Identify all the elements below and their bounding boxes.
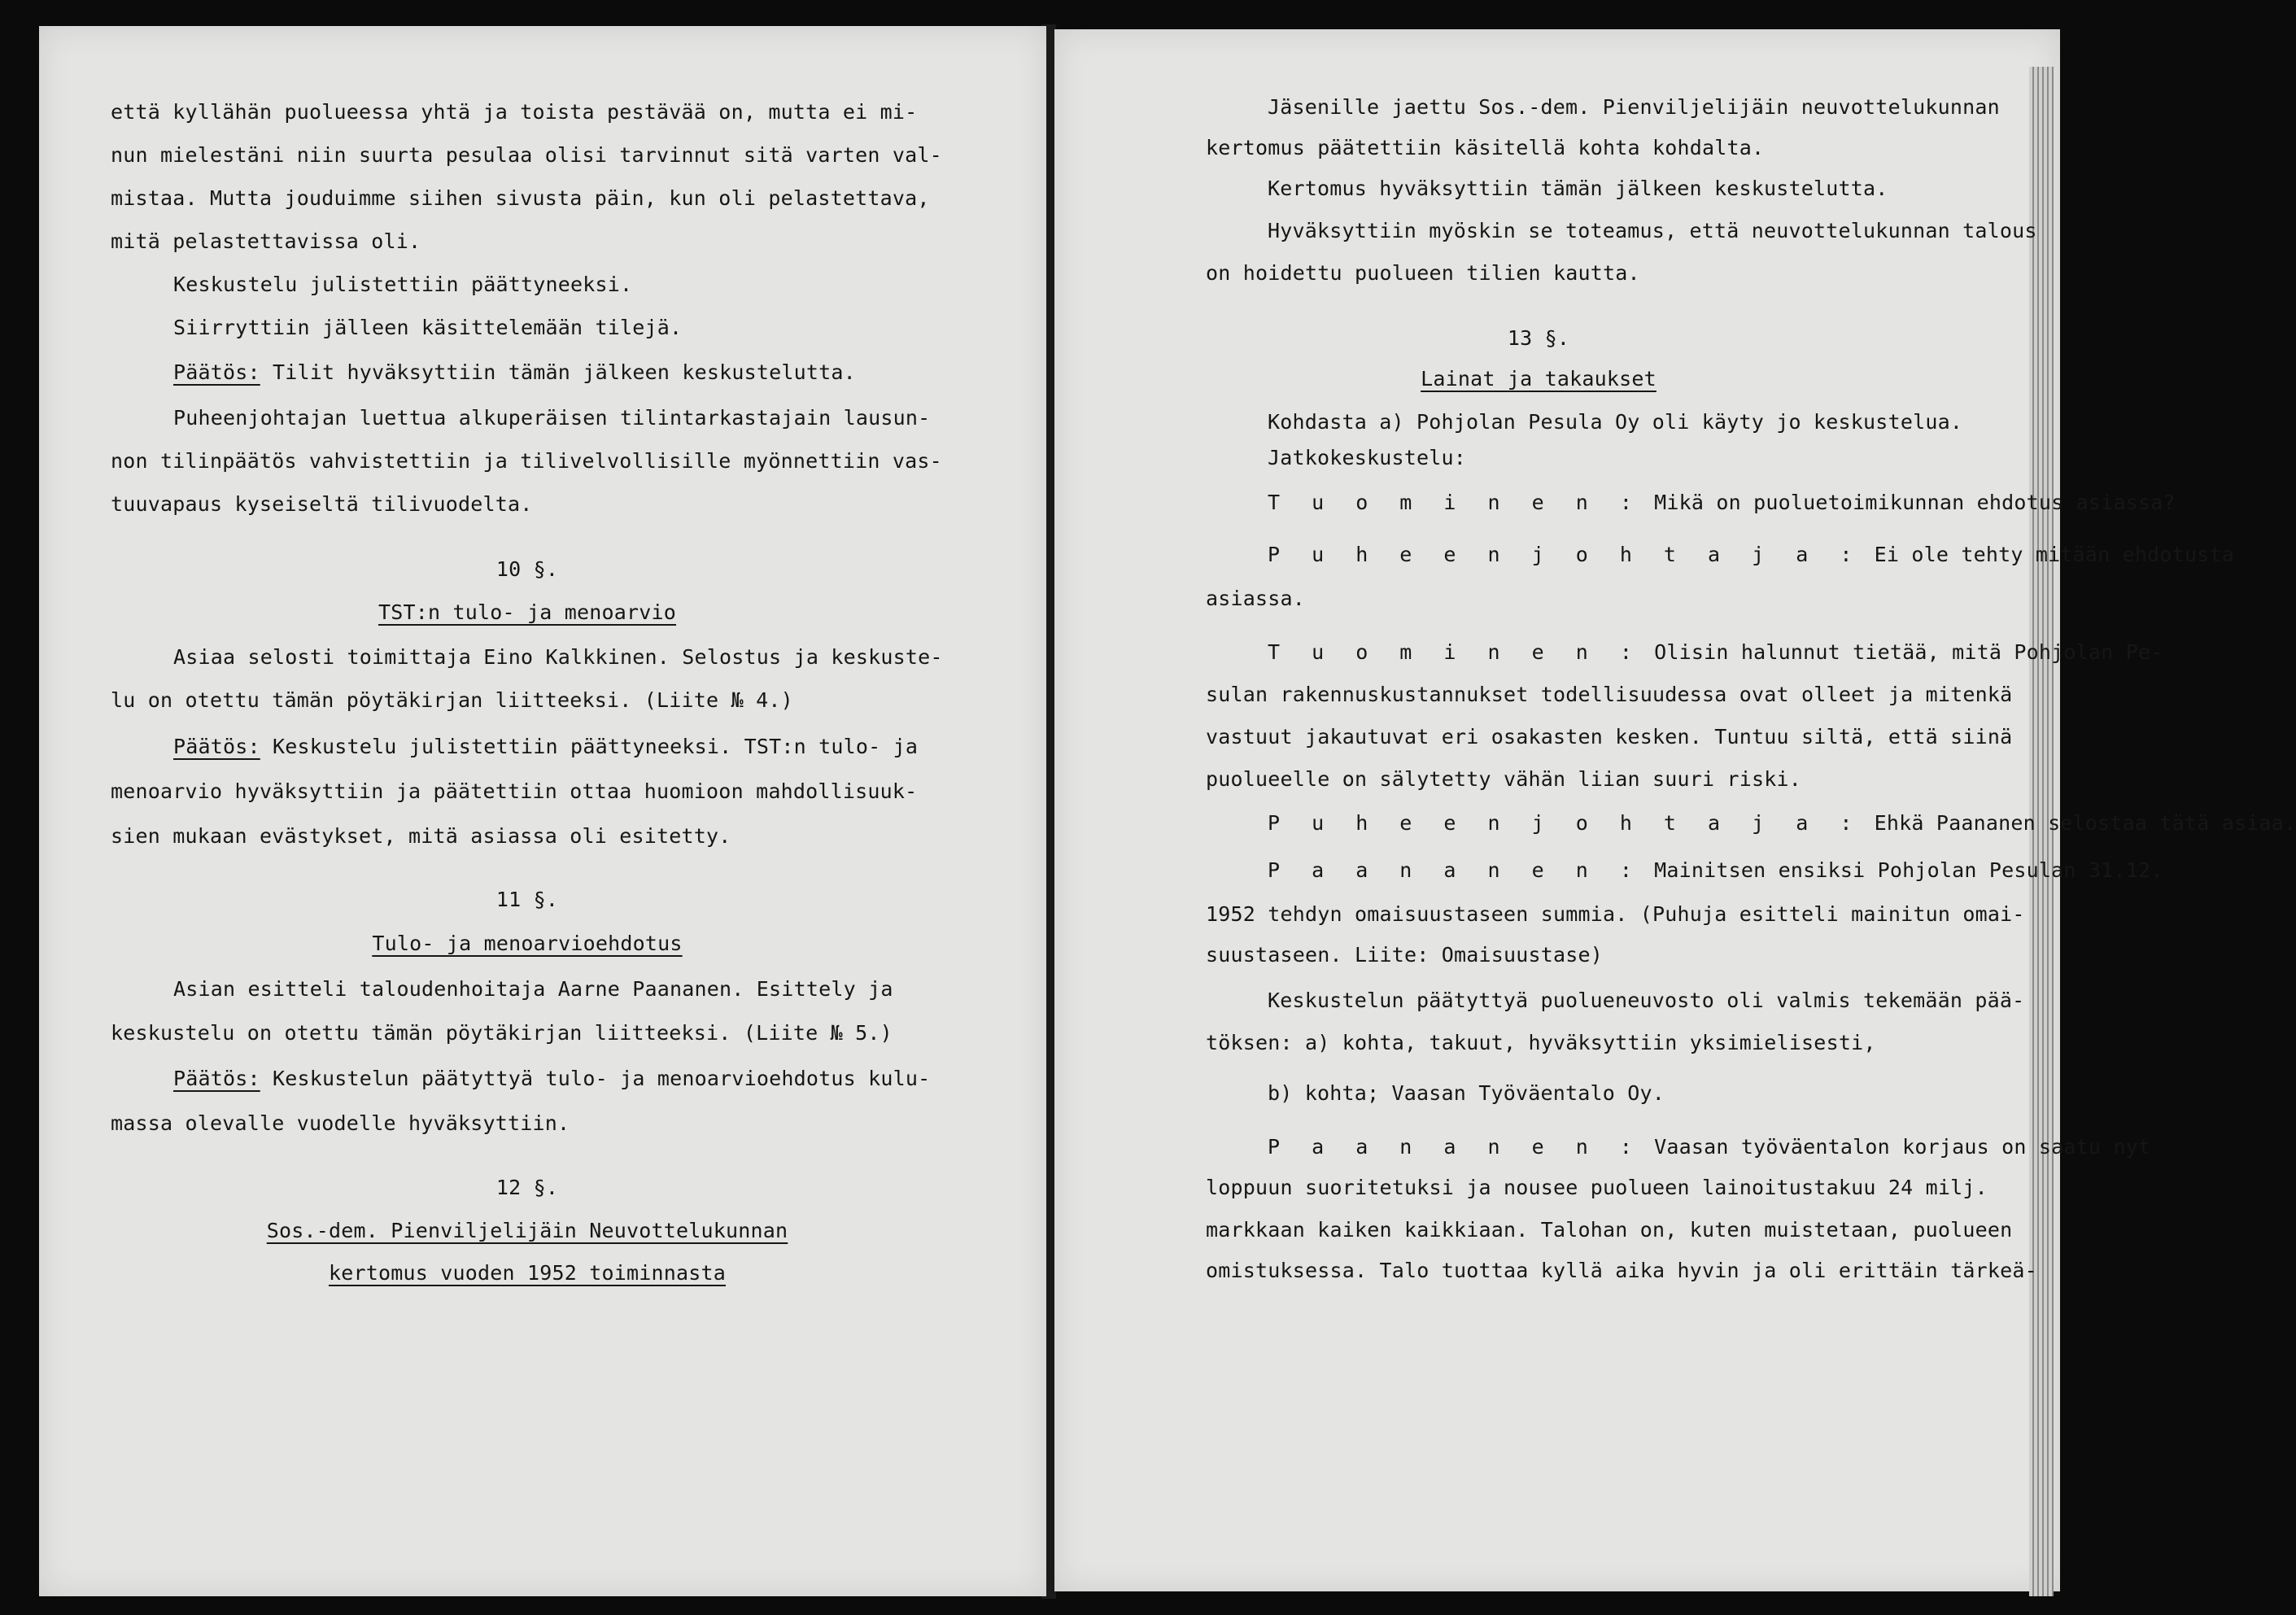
text-line: töksen: a) kohta, takuut, hyväksyttiin yksimielisesti, bbox=[1206, 1031, 1876, 1054]
text-line: suustaseen. Liite: Omaisuustase) bbox=[1206, 943, 1604, 967]
decision-label: Päätös: bbox=[173, 735, 260, 758]
section-number: 12 §. bbox=[495, 1176, 559, 1199]
text-line: Hyväksyttiin myöskin se toteamus, että neuvottelukunnan talous bbox=[1268, 219, 2037, 242]
text-line: Kertomus hyväksyttiin tämän jälkeen keskustelutta. bbox=[1268, 177, 1888, 200]
text-line: markkaan kaiken kaikkiaan. Talohan on, kuten muistetaan, puolueen bbox=[1206, 1218, 2013, 1242]
text-line: Asian esitteli taloudenhoitaja Aarne Paananen. Esittely ja bbox=[173, 977, 893, 1001]
text-line: 1952 tehdyn omaisuustaseen summia. (Puhuja esitteli mainitun omai- bbox=[1206, 902, 2025, 926]
section-number: 13 §. bbox=[1507, 326, 1570, 350]
text-line: kertomus päätettiin käsitellä kohta kohdalta. bbox=[1206, 136, 1765, 159]
text-line: Asiaa selosti toimittaja Eino Kalkkinen. Selostus ja keskuste- bbox=[173, 645, 943, 669]
text-line: että kyllähän puolueessa yhtä ja toista pestävää on, mutta ei mi- bbox=[111, 100, 918, 124]
speaker-line: T u o m i n e n : Olisin halunnut tietää, mitä Pohjolan Pe- bbox=[1268, 640, 2163, 664]
text-line: nun mielestäni niin suurta pesulaa olisi tarvinnut sitä varten val- bbox=[111, 143, 942, 167]
text-line: Keskustelu julistettiin päättyneeksi. bbox=[173, 273, 633, 296]
section-number: 11 §. bbox=[495, 888, 559, 911]
text-line: keskustelu on otettu tämän pöytäkirjan liitteeksi. (Liite № 5.) bbox=[111, 1021, 893, 1045]
text-line: mitä pelastettavissa oli. bbox=[111, 229, 421, 253]
text-line: Siirryttiin jälleen käsittelemään tilejä. bbox=[173, 316, 683, 339]
speaker-name: T u o m i n e n : bbox=[1268, 640, 1642, 664]
text-line: Keskustelun päätyttyä puolueneuvosto oli valmis tekemään pää- bbox=[1268, 989, 2025, 1012]
text-line: loppuun suoritetuksi ja nousee puolueen lainoitustakuu 24 milj. bbox=[1206, 1176, 1988, 1199]
section-number: 10 §. bbox=[495, 557, 559, 581]
decision-text: Keskustelu julistettiin päättyneeksi. TST:n tulo- ja bbox=[273, 735, 919, 758]
speaker-line: P a a n a n e n : Vaasan työväentalon korjaus on saatu nyt bbox=[1268, 1135, 2151, 1159]
decision-text: Tilit hyväksyttiin tämän jälkeen keskustelutta. bbox=[273, 360, 856, 384]
text-line: tuuvapaus kyseiseltä tilivuodelta. bbox=[111, 492, 533, 516]
left-page bbox=[39, 26, 1046, 1596]
text-line: lu on otettu tämän pöytäkirjan liitteeksi. (Liite № 4.) bbox=[111, 688, 793, 712]
speaker-line: P u h e e n j o h t a j a : Ehkä Paananen selostaa tätä asiaa. bbox=[1268, 811, 2296, 835]
decision-label: Päätös: bbox=[173, 1067, 260, 1090]
decision-line bbox=[173, 1066, 930, 1092]
text-line: Kohdasta a) Pohjolan Pesula Oy oli käyty jo keskustelua. bbox=[1268, 410, 1963, 434]
decision-text: Keskustelun päätyttyä tulo- ja menoarvioehdotus kulu- bbox=[273, 1067, 931, 1090]
section-title: TST:n tulo- ja menoarvio bbox=[378, 600, 677, 624]
text-line: b) kohta; Vaasan Työväentalo Oy. bbox=[1268, 1081, 1665, 1105]
section-title: Sos.-dem. Pienviljelijäin Neuvottelukunnan bbox=[266, 1219, 788, 1242]
speaker-name: P u h e e n j o h t a j a : bbox=[1268, 543, 1862, 566]
text-line: sien mukaan evästykset, mitä asiassa oli esitetty. bbox=[111, 824, 731, 848]
section-title: Tulo- ja menoarvioehdotus bbox=[372, 932, 683, 955]
speaker-name: T u o m i n e n : bbox=[1268, 491, 1642, 514]
text-line: vastuut jakautuvat eri osakasten kesken. Tuntuu siltä, että siinä bbox=[1206, 725, 2013, 749]
speaker-line: T u o m i n e n : Mikä on puoluetoimikunnan ehdotus asiassa? bbox=[1268, 491, 2176, 514]
text-line: Jatkokeskustelu: bbox=[1268, 446, 1467, 469]
speaker-line: P u h e e n j o h t a j a : Ei ole tehty mitään ehdotusta bbox=[1268, 543, 2234, 566]
text-line: Puheenjohtajan luettua alkuperäisen tilintarkastajain lausun- bbox=[173, 406, 931, 430]
decision-line bbox=[173, 360, 856, 386]
text-line: menoarvio hyväksyttiin ja päätettiin ottaa huomioon mahdollisuuk- bbox=[111, 779, 918, 803]
decision-label: Päätös: bbox=[173, 360, 260, 384]
speaker-name: P a a n a n e n : bbox=[1268, 1135, 1642, 1159]
text-line: on hoidettu puolueen tilien kautta. bbox=[1206, 261, 1640, 285]
text-line: omistuksessa. Talo tuottaa kyllä aika hyvin ja oli erittäin tärkeä- bbox=[1206, 1259, 2037, 1282]
text-line: massa olevalle vuodelle hyväksyttiin. bbox=[111, 1111, 570, 1135]
speaker-name: P u h e e n j o h t a j a : bbox=[1268, 811, 1862, 835]
text-line: sulan rakennuskustannukset todellisuudessa ovat olleet ja mitenkä bbox=[1206, 683, 2013, 706]
text-line: asiassa. bbox=[1206, 587, 1306, 610]
speaker-name: P a a n a n e n : bbox=[1268, 858, 1642, 882]
section-title: Lainat ja takaukset bbox=[1421, 367, 1657, 391]
speaker-line: P a a n a n e n : Mainitsen ensiksi Pohjolan Pesulan 31.12. bbox=[1268, 858, 2163, 882]
section-title-continued: kertomus vuoden 1952 toiminnasta bbox=[328, 1261, 727, 1285]
text-line: non tilinpäätös vahvistettiin ja tilivelvollisille myönnettiin vas- bbox=[111, 449, 942, 473]
decision-line bbox=[173, 734, 918, 760]
right-page bbox=[1054, 29, 2296, 1591]
text-line: Jäsenille jaettu Sos.-dem. Pienviljelijäin neuvottelukunnan bbox=[1268, 95, 2000, 119]
text-line: puolueelle on sälytetty vähän liian suuri riski. bbox=[1206, 767, 1802, 791]
text-line: mistaa. Mutta jouduimme siihen sivusta päin, kun oli pelastettava, bbox=[111, 186, 930, 210]
